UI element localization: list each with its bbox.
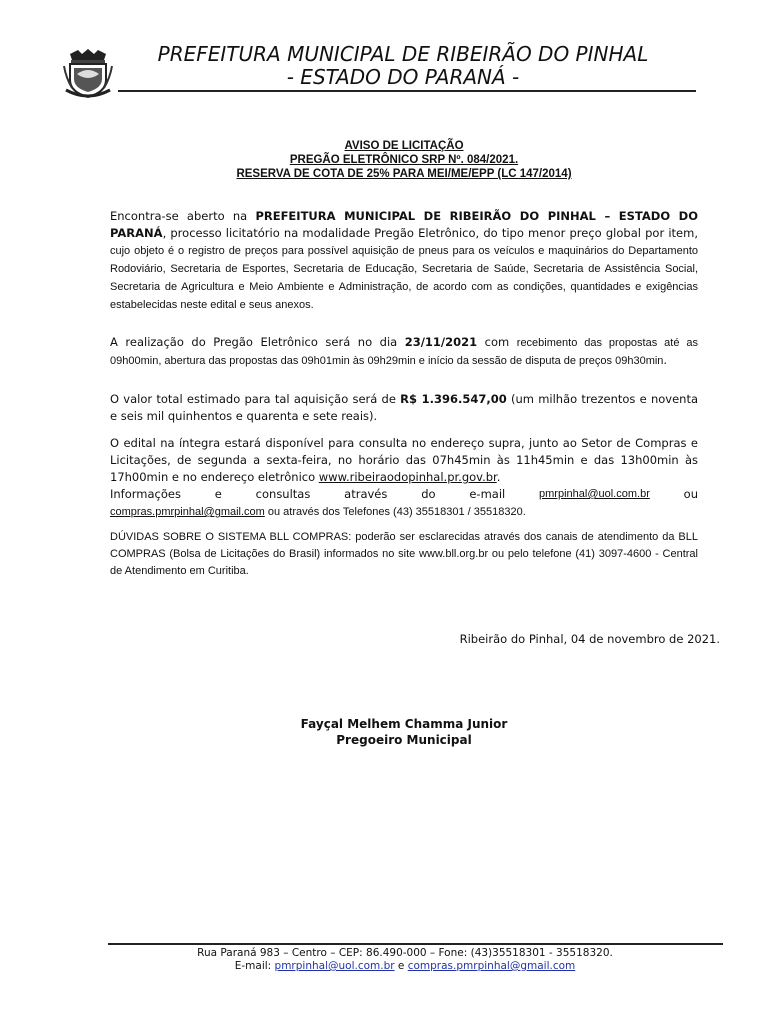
paragraph-date: A realização do Pregão Eletrônico será no dia 23/11/2021 com recebimento das propostas até as 09h00min, abertura das propostas das 09h01min às 09h29min e início da sessão de disputa de preços 09h30min. [110, 335, 698, 367]
notice-pregao: PREGÃO ELETRÔNICO SRP Nº. 084/2021. [289, 154, 519, 166]
city-date: Ribeirão do Pinhal, 04 de novembro de 2021. [459, 632, 720, 646]
footer-email-gmail[interactable]: compras.pmrpinhal@gmail.com [407, 960, 576, 972]
header-subtitle: - ESTADO DO PARANÁ - [286, 65, 520, 89]
organization-name: PREFEITURA MUNICIPAL DE RIBEIRÃO DO PINHAL – ESTADO DO PARANÁ [110, 209, 698, 240]
notice-title: AVISO DE LICITAÇÃO [344, 140, 464, 152]
paragraph-opening: Encontra-se aberto na PREFEITURA MUNICIPAL DE RIBEIRÃO DO PINHAL – ESTADO DO PARANÁ, processo licitatório na modalidade Pregão Eletrônico, do tipo menor preço global por item, cujo objeto é o registro de preços para possível aquisição de pneus para os veículos e maquinários do Departamento Rodoviário, Secretaria de Esportes, Secretaria de Educação, Secretaria de Saúde, Secretaria de Assistência Social, Secretaria de Agricultura e Meio Ambiente e Administração, de acordo com as condições, quantidades e exigências estabelecidas neste edital e seus anexos. [110, 209, 698, 311]
header-title: PREFEITURA MUNICIPAL DE RIBEIRÃO DO PINHAL [157, 42, 649, 66]
header-divider [118, 90, 696, 92]
signatory-role: Pregoeiro Municipal [336, 733, 472, 747]
email-link-gmail[interactable]: compras.pmrpinhal@gmail.com [110, 506, 265, 518]
contact-line: Informações e consultas através do e-mail pmrpinhal@uol.com.br ou [110, 487, 698, 501]
email-link-uol[interactable]: pmrpinhal@uol.com.br [539, 488, 650, 500]
paragraph-value: O valor total estimado para tal aquisição será de R$ 1.396.547,00 (um milhão trezentos e noventa e seis mil quinhentos e quarenta e sete reais). [110, 392, 699, 423]
website-link[interactable]: www.ribeiraodopinhal.pr.gov.br [318, 470, 497, 484]
paragraph-bll: DÚVIDAS SOBRE O SISTEMA BLL COMPRAS: poderão ser esclarecidas através dos canais de atendimento da BLL COMPRAS (Bolsa de Licitações do Brasil) informados no site www.bll.org.br ou pelo telefone (41) 3097-4600 - Central de Atendimento em Curitiba. [110, 531, 698, 577]
footer-emails: E-mail: pmrpinhal@uol.com.br e compras.pmrpinhal@gmail.com [234, 960, 576, 972]
municipal-coat-of-arms [62, 44, 114, 100]
footer-divider [108, 943, 723, 945]
signatory-name: Fayçal Melhem Chamma Junior [300, 717, 508, 731]
paragraph-edital: O edital na íntegra estará disponível para consulta no endereço supra, junto ao Setor de Compras e Licitações, de segunda a sexta-feira, no horário das 07h45min às 11h45min e das 13h00min às 17h00min e no endereço eletrônico www.ribeiraodopinhal.pr.gov.br. Informações e consultas através do e-mail pmrpinhal@uol.com.br ou compras.pmrpinhal@gmail.com ou através dos Telefones (43) 35518301 / 35518320. [110, 436, 698, 518]
footer-address: Rua Paraná 983 – Centro – CEP: 86.490-000 – Fone: (43)35518301 - 35518320. [197, 947, 613, 959]
estimated-value: R$ 1.396.547,00 [400, 392, 507, 406]
notice-reserva: RESERVA DE COTA DE 25% PARA MEI/ME/EPP (LC 147/2014) [236, 168, 572, 180]
session-date: 23/11/2021 [404, 335, 478, 349]
footer-email-uol[interactable]: pmrpinhal@uol.com.br [274, 960, 395, 972]
